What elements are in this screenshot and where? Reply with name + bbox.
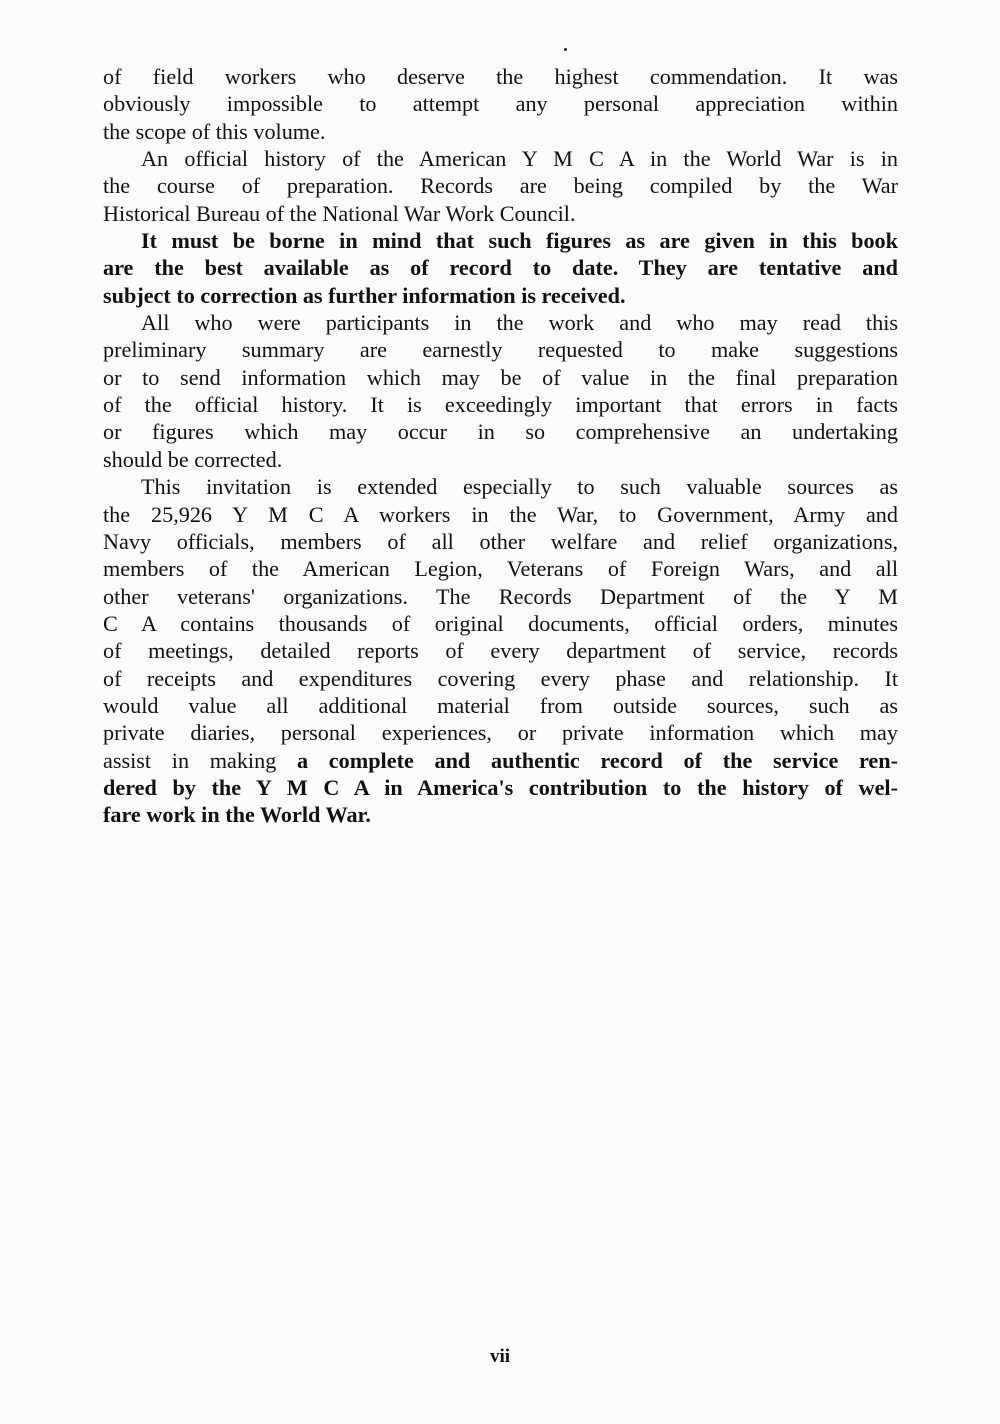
text-run: C A contains thousands of original documents, official orders, minutes	[103, 610, 898, 636]
text-line	[103, 774, 898, 801]
text-run: An official history of the American Y M C A in the World War is in	[141, 146, 898, 172]
paragraph	[103, 309, 898, 473]
text-line	[103, 145, 898, 172]
text-line	[103, 63, 898, 90]
text-run: should be corrected.	[103, 446, 283, 472]
text-run: of meetings, detailed reports of every department of service, records	[103, 638, 898, 664]
text-line	[103, 747, 898, 774]
page-number: vii	[489, 1346, 511, 1367]
text-line	[103, 254, 898, 281]
text-line	[103, 118, 898, 145]
paragraph	[103, 227, 898, 309]
text-line	[103, 501, 898, 528]
text-line	[103, 227, 898, 254]
text-run: of the official history. It is exceedingly important that errors in facts	[103, 392, 898, 418]
bold-text: It must be borne in mind that such figures as are given in this book	[141, 228, 898, 254]
text-run: preliminary summary are earnestly requested to make suggestions	[103, 337, 898, 363]
text-run: All who were participants in the work and who may read this	[141, 310, 898, 336]
text-line	[103, 610, 898, 637]
text-line	[103, 418, 898, 445]
body-text	[103, 63, 898, 829]
text-line	[103, 555, 898, 582]
bold-text: subject to correction as further information is received.	[103, 282, 626, 308]
text-run: or to send information which may be of value in the final preparation	[103, 364, 898, 390]
text-line	[103, 719, 898, 746]
text-line	[103, 282, 898, 309]
text-line	[103, 528, 898, 555]
bold-text: are the best available as of record to date. They are tentative and	[103, 255, 898, 281]
text-run: This invitation is extended especially to such valuable sources as	[141, 474, 898, 500]
text-line	[103, 309, 898, 336]
text-line	[103, 692, 898, 719]
text-run: the scope of this volume.	[103, 118, 326, 144]
text-run: the 25,926 Y M C A workers in the War, to Government, Army and	[103, 501, 898, 527]
paragraph	[103, 63, 898, 145]
text-line	[103, 446, 898, 473]
text-line	[103, 200, 898, 227]
text-line	[103, 364, 898, 391]
text-run: Navy officials, members of all other welfare and relief organizations,	[103, 528, 898, 554]
text-run: the course of preparation. Records are being compiled by the War	[103, 173, 898, 199]
text-run: or figures which may occur in so comprehensive an undertaking	[103, 419, 898, 445]
paragraph	[103, 473, 898, 828]
text-line	[103, 801, 898, 828]
text-line	[103, 391, 898, 418]
text-run: private diaries, personal experiences, or private information which may	[103, 720, 898, 746]
text-run: Historical Bureau of the National War Work Council.	[103, 200, 576, 226]
text-line	[103, 473, 898, 500]
text-run: of field workers who deserve the highest commendation. It was	[103, 64, 898, 89]
text-run: of receipts and expenditures covering every phase and relationship. It	[103, 665, 898, 691]
text-line	[103, 90, 898, 117]
text-line	[103, 172, 898, 199]
text-run: obviously impossible to attempt any personal appreciation within	[103, 91, 898, 117]
ink-speck	[564, 48, 567, 51]
text-line	[103, 665, 898, 692]
text-run: assist in making	[103, 747, 297, 773]
text-line	[103, 637, 898, 664]
bold-text: fare work in the World War.	[103, 802, 371, 828]
text-line	[103, 336, 898, 363]
paragraph	[103, 145, 898, 227]
bold-text: dered by the Y M C A in America's contribution to the history of wel-	[103, 774, 898, 800]
text-run: would value all additional material from outside sources, such as	[103, 692, 898, 718]
text-run: members of the American Legion, Veterans of Foreign Wars, and all	[103, 556, 898, 582]
text-run: other veterans' organizations. The Records Department of the Y M	[103, 583, 898, 609]
text-line	[103, 583, 898, 610]
bold-text: a complete and authentic record of the service ren-	[297, 747, 899, 773]
